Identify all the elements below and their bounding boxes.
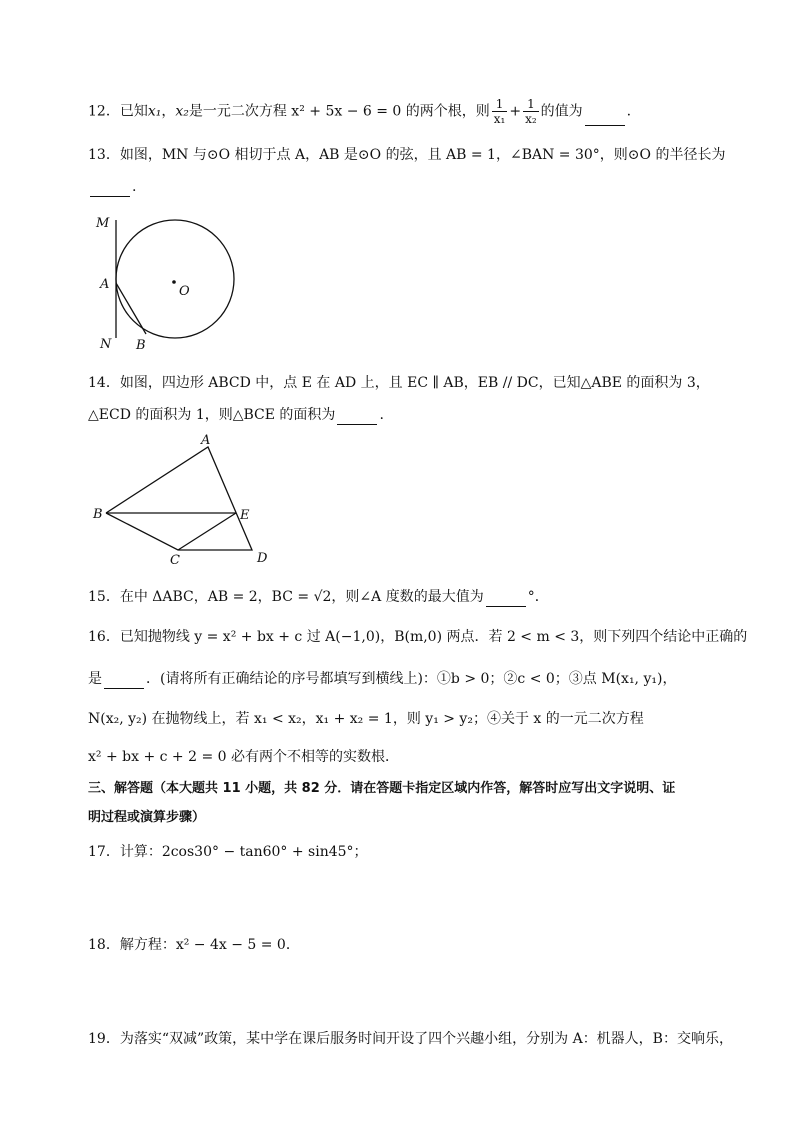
quadrilateral-abcd bbox=[106, 447, 252, 550]
center-point-o bbox=[172, 280, 176, 284]
q12-suffix: 的值为 bbox=[540, 103, 583, 120]
label-b: B bbox=[136, 338, 146, 353]
q16-line4: x² + bx + c + 2 = 0 必有两个不相等的实数根． bbox=[88, 749, 399, 765]
question-18 bbox=[88, 935, 300, 955]
q16-answer-blank[interactable] bbox=[104, 674, 144, 689]
question-16-line2 bbox=[88, 669, 676, 689]
q14-line1: 14．如图，四边形 ABCD 中，点 E 在 AD 上，且 EC ∥ AB，EB // DC，已知△ABE 的面积为 3， bbox=[88, 375, 710, 391]
q13-line1: 13．如图，MN 与⊙O 相切于点 A，AB 是⊙O 的弦，且 AB = 1，∠BAN = 30°，则⊙O 的半径长为 bbox=[88, 147, 726, 163]
chord-ab bbox=[116, 283, 146, 334]
section-3-heading bbox=[88, 779, 675, 799]
question-13-line2 bbox=[88, 177, 136, 197]
q18-text: 18．解方程：x² − 4x − 5 = 0． bbox=[88, 937, 300, 953]
question-14 bbox=[88, 373, 710, 393]
label-d: D bbox=[257, 551, 268, 566]
label-n: N bbox=[100, 337, 112, 352]
label-a: A bbox=[201, 433, 211, 448]
q12-x1: x₁ bbox=[147, 103, 162, 120]
question-16-line4 bbox=[88, 747, 399, 767]
q17-text: 17．计算：2cos30° − tan60° + sin45°； bbox=[88, 844, 368, 860]
label-o: O bbox=[179, 284, 190, 299]
q15-text: 15．在中 ΔABC，AB = 2，BC = √2，则∠A 度数的最大值为 bbox=[88, 589, 484, 605]
q16-line2-pre: 是 bbox=[88, 671, 102, 687]
q12-fraction-2 bbox=[523, 97, 539, 126]
figure-14-quadrilateral bbox=[88, 430, 288, 570]
question-17 bbox=[88, 842, 368, 862]
q16-line3: N(x₂, y₂) 在抛物线上，若 x₁ < x₂，x₁ + x₂ = 1，则 y₁ > y₂；④关于 x 的一元二次方程 bbox=[88, 711, 644, 727]
q13-answer-blank[interactable] bbox=[90, 182, 130, 197]
q12-plus: + bbox=[509, 103, 522, 120]
q12-end: . bbox=[626, 103, 632, 120]
question-12 bbox=[88, 97, 631, 126]
label-c: C bbox=[170, 553, 180, 568]
section-3-line1: 三、解答题（本大题共 11 小题，共 82 分．请在答题卡指定区域内作答，解答时应写出文字说明、证 bbox=[88, 781, 676, 796]
q19-text: 19．为落实“双减”政策，某中学在课后服务时间开设了四个兴趣小组，分别为 A：机器人，B：交响乐， bbox=[88, 1031, 733, 1047]
label-a: A bbox=[100, 277, 110, 292]
q12-text: 是一元二次方程 x² + 5x − 6 = 0 的两个根，则 bbox=[188, 103, 490, 120]
q12-x2: x₂ bbox=[175, 103, 189, 120]
question-13 bbox=[88, 145, 725, 165]
label-e: E bbox=[240, 508, 250, 523]
q15-answer-blank[interactable] bbox=[486, 592, 526, 607]
q16-line2-post: ．(请将所有正确结论的序号都填写到横线上)：①b > 0；②c < 0；③点 M(x₁, y₁)， bbox=[146, 671, 677, 687]
question-16-line3 bbox=[88, 709, 644, 729]
q12-prefix: 12．已知 bbox=[88, 103, 148, 120]
segment-ec bbox=[178, 513, 236, 550]
question-16 bbox=[88, 627, 747, 647]
circle-o bbox=[116, 220, 234, 338]
q12-answer-blank[interactable] bbox=[585, 111, 625, 126]
q12-fraction-1 bbox=[492, 97, 508, 126]
label-m: M bbox=[96, 216, 110, 231]
q12-frac2-den: x₂ bbox=[525, 112, 537, 126]
question-15 bbox=[88, 587, 549, 607]
label-b: B bbox=[93, 507, 103, 522]
q14-line2: △ECD 的面积为 1，则△BCE 的面积为 bbox=[88, 407, 336, 423]
q14-end: . bbox=[379, 407, 384, 423]
figure-13-circle-tangent bbox=[88, 208, 248, 358]
q12-comma: ， bbox=[161, 103, 176, 120]
q14-answer-blank[interactable] bbox=[337, 410, 377, 425]
q15-end: °． bbox=[527, 589, 549, 605]
section-3-heading-line2 bbox=[88, 808, 205, 828]
q16-line1: 16．已知抛物线 y = x² + bx + c 过 A(−1,0)，B(m,0) 两点．若 2 < m < 3，则下列四个结论中正确的 bbox=[88, 629, 748, 645]
section-3-line2: 明过程或演算步骤） bbox=[88, 810, 206, 825]
q12-frac1-num: 1 bbox=[492, 97, 508, 112]
question-19 bbox=[88, 1029, 733, 1049]
q13-end: . bbox=[132, 179, 137, 195]
q12-frac2-num: 1 bbox=[523, 97, 539, 112]
question-14-line2 bbox=[88, 405, 384, 425]
q12-frac1-den: x₁ bbox=[493, 112, 506, 126]
